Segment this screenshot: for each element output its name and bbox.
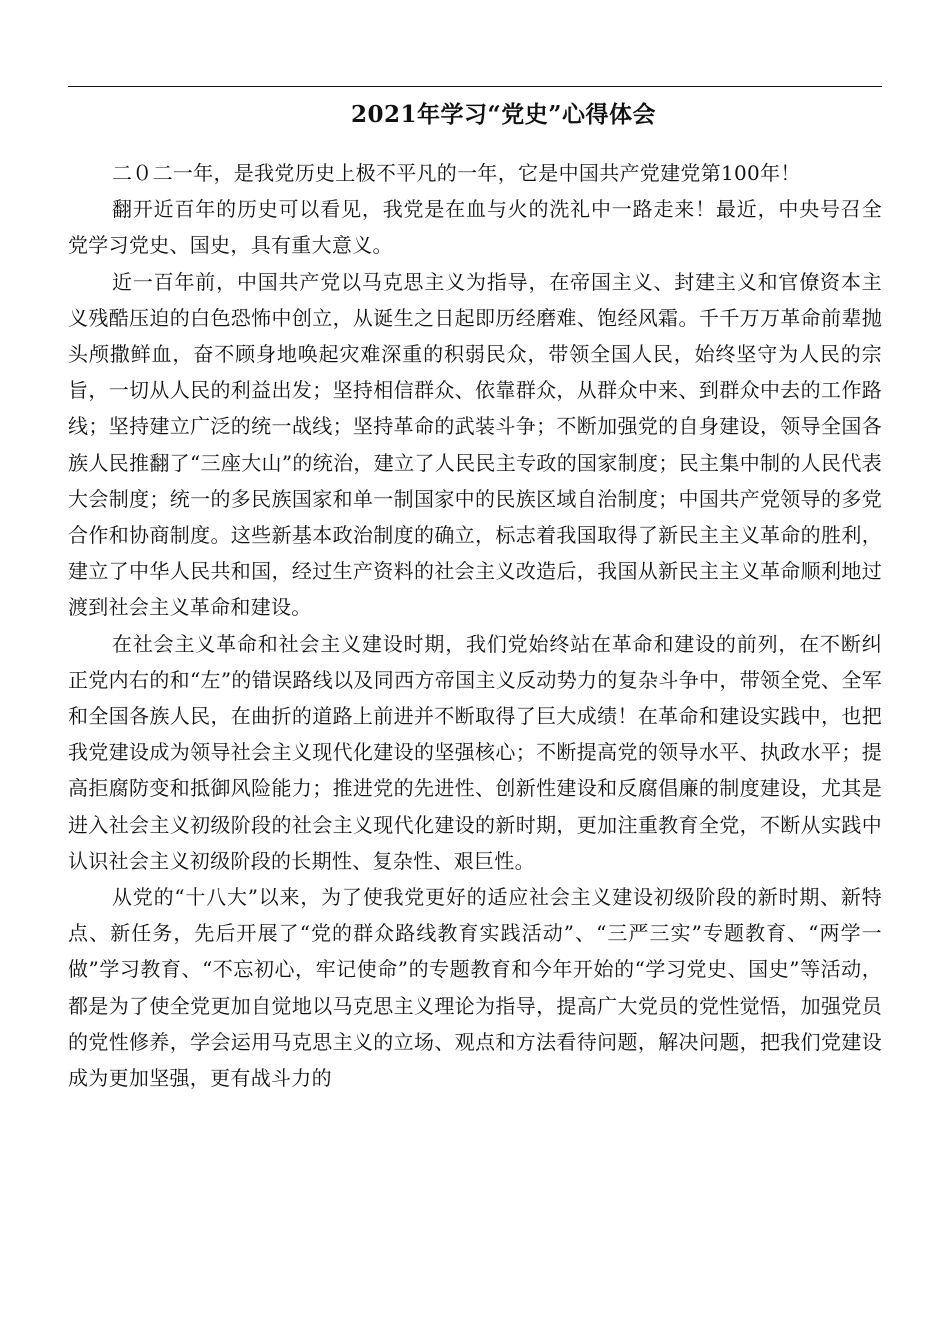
paragraph-5: 从党的“十八大”以来，为了使我党更好的适应社会主义建设初级阶段的新时期、新特点、新任务，先后开展了“党的群众路线教育实践活动”、“三严三实”专题教育、“两学一做”学习教育、“不忘初心，牢记使命”的专题教育和今年开始的“学习党史、国史”等活动，都是为了使全党更加自觉地以马克思主义理论为指导，提高广大党员的党性觉悟，加强党员的党性修养，学会运用马克思主义的立场、观点和方法看待问题，解决问题，把我们党建设成为更加坚强，更有战斗力的: [68, 885, 882, 1091]
header-rule: [68, 86, 882, 87]
paragraph-3: 近一百年前，中国共产党以马克思主义为指导，在帝国主义、封建主义和官僚资本主义残酷压迫的白色恐怖中创立，从诞生之日起即历经磨难、饱经风霜。千千万万革命前辈抛头颅撒鲜血，奋不顾身地唤起灾难深重的积弱民众，带领全国人民，始终坚守为人民的宗旨，一切从人民的利益出发；坚持相信群众、依靠群众，从群众中来、到群众中去的工作路线；坚持建立广泛的统一战线；坚持革命的武装斗争；不断加强党的自身建设，领导全国各族人民推翻了“三座大山”的统治，建立了人民民主专政的国家制度；民主集中制的人民代表大会制度；统一的多民族国家和单一制国家中的民族区域自治制度；中国共产党领导的多党合作和协商制度。这些新基本政治制度的确立，标志着我国取得了新民主主义革命的胜利，建立了中华人民共和国，经过生产资料的社会主义改造后，我国从新民主主义革命顺利地过渡到社会主义革命和建设。: [68, 269, 882, 620]
document-body: [68, 155, 882, 1096]
paragraph-1: 二０二一年，是我党历史上极不平凡的一年，它是中国共产党建党第100年！: [112, 161, 801, 185]
paragraph-2: 翻开近百年的历史可以看见，我党是在血与火的洗礼中一路走来！最近，中央号召全党学习党史、国史，具有重大意义。: [68, 197, 882, 258]
paragraph-4: 在社会主义革命和社会主义建设时期，我们党始终站在革命和建设的前列，在不断纠正党内右的和“左”的错误路线以及同西方帝国主义反动势力的复杂斗争中，带领全党、全军和全国各族人民，在曲折的道路上前进并不断取得了巨大成绩！在革命和建设实践中，也把我党建设成为领导社会主义现代化建设的坚强核心；不断提高党的领导水平、执政水平；提高拒腐防变和抵御风险能力；推进党的先进性、创新性建设和反腐倡廉的制度建设，尤其是进入社会主义初级阶段的社会主义现代化建设的新时期，更加注重教育全党，不断从实践中认识社会主义初级阶段的长期性、复杂性、艰巨性。: [68, 631, 882, 873]
document-title: 2021年学习“党史”心得体会: [351, 101, 656, 128]
